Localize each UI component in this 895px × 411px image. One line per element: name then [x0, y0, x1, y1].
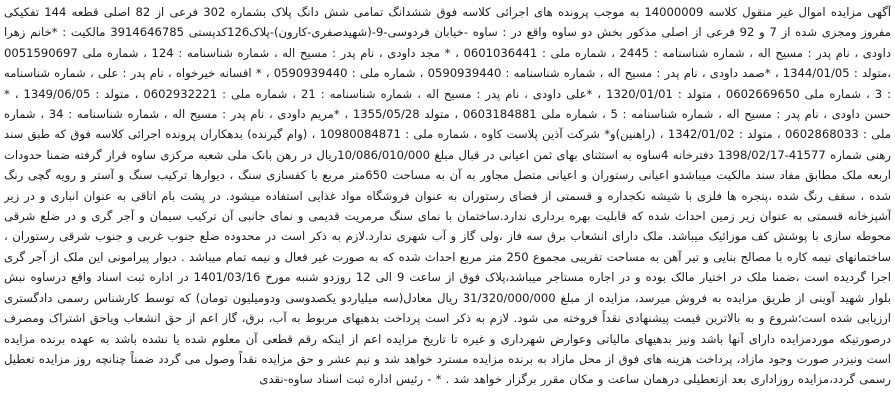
auction-notice-text: آگهی مزایده اموال غیر منقول کلاسه 14000009 به موجب پرونده های اجرائی کلاسه فوق ششدانگ تمامی شش دانگ پلاک بشماره 302 فرعی از 82 اصلی قطعه 144 تفکیکی مفروز ومجزی شده از 7 و 92 فرعی از اصلی مذکور بخش دو ساوه واقع در : ساوه -خیابان فردوسی-9-(شهیدصفری-کارون)-پلاک126کدپستی 3914646785 مالکیت : *خانم زهرا داودی ، نام پدر : مسیح اله ، شماره شناسنامه : 2445 ، شماره ملی : 0601036441 ، * مجد داودی ، نام پدر : مسیح اله ، شماره شناسنامه : 124 ، شماره ملی 0051590697 ،متولد : 1344/01/05 ، *صمد داودی ، نام پدر : مسیح اله ، شماره شناسنامه : 0590939440 ، شماره ملی : 0590939440 ، * افسانه خیرخواه ، نام پدر : علی ، شماره شناسنامه : 3 ، شماره ملی 0602669650 ، متولد : 1320/01/01 ، *علی داودی ، نام پدر : مسیح اله ، شماره شناسنامه : 21 ، شماره ملی : 0602932221 ، متولد : 1349/06/05 ، * حسن داودی ، نام پدر : مسیح اله ، شماره شناسنامه : 5 ، شماره ملی 0603184881 ، متولد 1355/05/28 ، *مریم داودی ، نام پدر : مسیح اله ، شماره شناسنامه : 34 ، شماره ملی : 0602868033 ، متولد : 1342/01/02 ، (راهنین)و* شرکت آذین پلاست کاوه ، شماره ملی : 10980084871 ، (وام گیرنده) بدهکاران پرونده اجرائی کلاسه فوق که طبق سند رهنی شماره 41577-1398/02/17 دفترخانه 4ساوه به استثنای بهای ثمن اعیانی در قبال مبلغ 10/086/010/000ریال در رهن بانک ملی شعبه مرکزی ساوه قرار گرفته ضمنا حدودات اربعه ملک مطابق مفاد سند مالکیت میباشدو اعیانی رستوران و اعیانی متصل مجاور به آن به مساحت 650متر مربع با کفسازی سنگ ، دیوارها ترکیب سنگ و آستر و رویه گچی رنگ شده ، سقف رنگ شده ،پنجره ها فلزی با شیشه تکجداره و قسمتی از فضای رستوران به عنوان فروشگاه مواد غذایی استفاده میشود. در پشت بام اتاقی به عنوان انباری و در زیر آشپزخانه قسمتی به عنوان زیر زمین احداث شده که قابلیت بهره برداری ندارد.ساختمان با نمای سنگ مرمریت قدیمی و نمای جانبی آن ترکیب سیمان و آجر گری و در ضلع شرقی محوطه سازی با پوشش کف موزائیک میباشد. ملک دارای انشعاب برق سه فاز ،ولی گاز و آب شهری ندارد.لازم به ذکر است در محدوده ضلع جنوب غربی و جنوب شرقی رستوران ، ساختمانهای نیمه کاره با مصالح بنایی و تیر آهن به مساحت تقریبی مجموع 250 متر مربع احداث شده که به صورت غیر فعال و نیمه تمام میباشد . دیوار پیرامونی این ملک از آجر گری اجرا گردیده است ،ضمنا ملک در اختیار مالک بوده و در اجاره مستاجر میباشد،پلاک فوق از ساعت 9 الی 12 روزدو شنبه مورخ 1401/03/16 در اداره ثبت اسناد واقع درساوه نبش بلوار شهید آوینی از طریق مزایده به فروش میرسد، مزایده از مبلغ 31/320/000/000 ریال معادل(سه میلیاردو یکصدوسی ودومیلیون تومان) که توسط کارشناس رسمی دادگستری ارزیابی شده است؛شروع و به بالاترین قیمت پیشنهادی نقداً فروخته می شود. لازم به ذکر است پرداخت بدهیهای مربوط به آب، برق، گاز اعم از حق انشعاب وياحق اشتراک ومصرف درصورتیکه موردمزایده دارای آنها باشد ونیز بدهیهای مالیاتی وعوارض شهرداری و غیره تا تاریخ مزایده اعم از اینکه رقم قطعی آن معلوم شده یا نشده باشد به عهده برنده مزایده است ونیزدر صورت وجود مازاد، پرداخت هزینه های فوق از محل مازاد به برنده مزایده مسترد خواهد شد و نیم عشر و حق مزایده نقداً وصول می گردد ضمناً چنانچه روز مزایده تعطیل رسمی گردد،مزایده روزاداری بعد ازتعطیلی درهمان ساعت و مکان مقرر برگزار خواهد شد . * - رئیس اداره ثبت اسناد ساوه-نقدی	[4, 5, 891, 387]
auction-notice	[4, 2, 891, 409]
